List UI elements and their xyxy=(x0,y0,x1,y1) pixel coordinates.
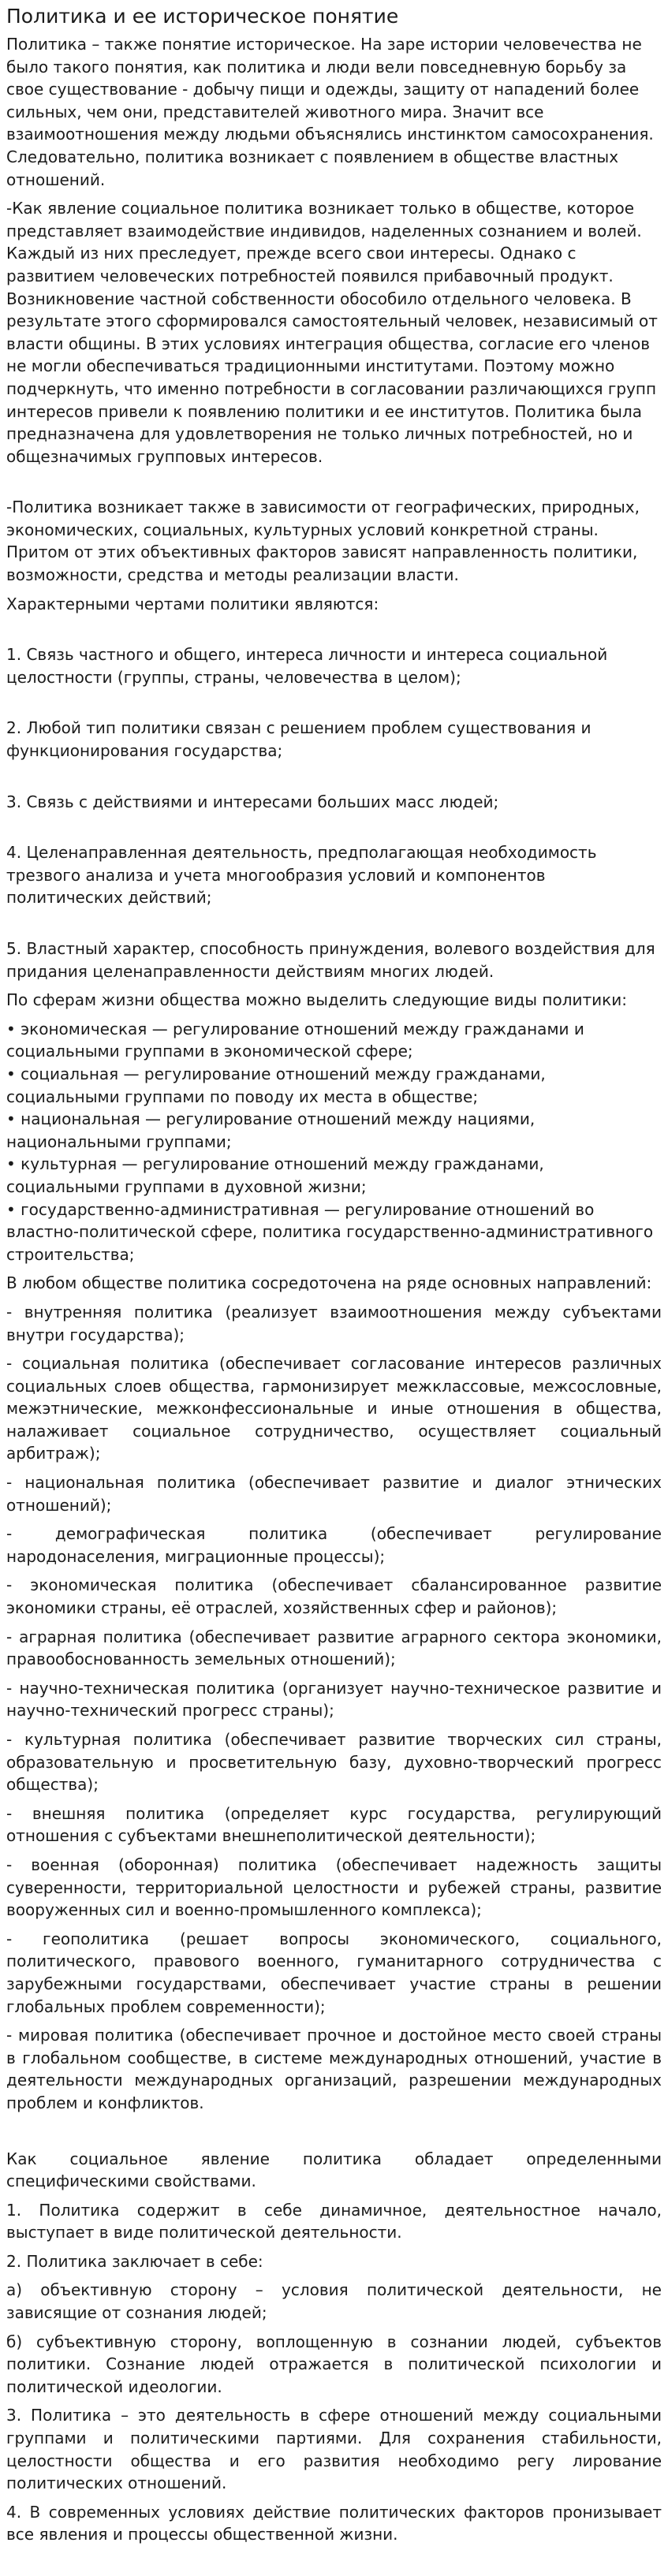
sphere-item: • культурная — регулирование отношений между гражданами, социальными группами в духовной жизни; xyxy=(6,1154,544,1196)
intro-paragraph: Политика – также понятие историческое. На заре истории человечества не было такого понятия, как политика и люди вели повседневную борьбу за свое существование - добычу пищи и одежды, защиту от нападений более сильных, чем они, представителей животного мира. Значит все взаимоотношения между людьми объяснялись инстинктом самосохранения. Следовательно, политика возникает с появлением в обществе властных отношений. xyxy=(6,35,654,189)
direction-item: - экономическая политика (обеспечивает сбалансированное развитие экономики страны, её отраслей, хозяйственных сфер и районов); xyxy=(6,1575,662,1618)
feature-item: 4. Целенаправленная деятельность, предполагающая необходимость трезвого анализа и учета многообразия условий и компонентов политических действий; xyxy=(6,843,597,908)
direction-item: - демографическая политика (обеспечивает регулирование народонаселения, миграционные процессы); xyxy=(6,1524,662,1566)
direction-item: - культурная политика (обеспечивает развитие творческих сил страны, образовательную и просветительную базу, духовно-творческий прогресс общества); xyxy=(6,1730,662,1795)
spacer xyxy=(6,915,662,938)
direction-item: - аграрная политика (обеспечивает развитие аграрного сектора экономики, правообоснованность земельных отношений); xyxy=(6,1627,662,1669)
spheres-heading: По сферам жизни общества можно выделить следующие виды политики: xyxy=(6,990,627,1010)
direction-item: - военная (оборонная) политика (обеспечивает надежность защиты суверенности, территориальной целостности и рубежей страны, развитие вооруженных сил и военно-промышленного комплекса); xyxy=(6,1855,662,1920)
property-item: 2. Политика заключает в себе: xyxy=(6,2251,263,2271)
property-item: а) объективную сторону – условия политической деятельности, не зависящие от сознания людей; xyxy=(6,2280,662,2323)
property-item: б) субъективную сторону, воплощенную в сознании людей, субъектов политики. Сознание людей отражается в политической психологии и политической идеологии. xyxy=(6,2332,662,2396)
feature-item: 5. Властный характер, способность принуждения, волевого воздействия для придания целенаправленности действиям многих людей. xyxy=(6,939,655,981)
property-item: 3. Политика – это деятельность в сфере отношений между социальными группами и политическими партиями. Для сохранения стабильности, целостности общества и его развития необходимо регу лирование политических отношений. xyxy=(6,2406,662,2493)
feature-item: 2. Любой тип политики связан с решением проблем существования и функционирования государства; xyxy=(6,718,591,761)
feature-item: 1. Связь частного и общего, интереса личности и интереса социальной целостности (группы, страны, человечества в целом); xyxy=(6,645,608,687)
direction-item: - внутренняя политика (реализует взаимоотношения между субъектами внутри государства); xyxy=(6,1302,662,1344)
page-title: Политика и ее историческое понятие xyxy=(6,5,399,28)
spacer xyxy=(6,474,662,496)
feature-item: 3. Связь с действиями и интересами больших масс людей; xyxy=(6,792,499,811)
direction-item: - национальная политика (обеспечивает развитие и диалог этнических отношений); xyxy=(6,1473,662,1515)
property-item: 1. Политика содержит в себе динамичное, деятельностное начало, выступает в виде политической деятельности. xyxy=(6,2200,662,2242)
dependence-paragraph: -Политика возникает также в зависимости от географических, природных, экономических, социальных, культурных условий конкретной страны. Притом от этих объективных факторов зависят направленность политики, возможности, средства и методы реализации власти. xyxy=(6,498,640,585)
spacer xyxy=(6,2121,662,2148)
direction-item: - внешняя политика (определяет курс государства, регулирующий отношения с субъектами внешнеполитической деятельности); xyxy=(6,1803,662,1846)
features-heading: Характерными чертами политики являются: xyxy=(6,594,379,613)
social-phenomenon-paragraph: -Как явление социальное политика возникает только в обществе, которое представляет взаимодействие индивидов, наделенных сознанием и волей. Каждый из них преследует, прежде всего свои интересы. Однако с развитием человеческих потребностей появился прибавочный продукт. Возникновение частной собственности обособило отдельного человека. В результате этого сформировался самостоятельный человек, независимый от власти общины. В этих условиях интеграция общества, согласие его членов не могли обеспечиваться традиционными институтами. Поэтому можно подчеркнуть, что именно потребности в согласовании различающихся групп интересов привели к появлению политики и ее институтов. Политика была предназначена для удовлетворения не только личных потребностей, но и общезначимых групповых интересов. xyxy=(6,199,658,466)
sphere-item: • национальная — регулирование отношений между нациями, национальными группами; xyxy=(6,1109,536,1151)
spheres-list xyxy=(6,1018,662,1266)
properties-heading: Как социальное явление политика обладает определенными специфическими свойствами. xyxy=(6,2149,662,2191)
directions-heading: В любом обществе политика сосредоточена на ряде основных направлений: xyxy=(6,1273,652,1293)
direction-item: - мировая политика (обеспечивает прочное и достойное место своей страны в глобальном сообществе, в системе международных отношений, участие в деятельности международных организаций, разрешении международных проблем и конфликтов. xyxy=(6,2026,662,2112)
sphere-item: • социальная — регулирование отношений между гражданами, социальными группами по поводу их места в обществе; xyxy=(6,1064,546,1106)
property-item: 4. В современных условиях действие политических факторов пронизывает все явления и процессы общественной жизни. xyxy=(6,2502,662,2544)
spacer xyxy=(6,695,662,717)
spacer xyxy=(6,769,662,791)
sphere-item: • государственно-административная — регулирование отношений во властно-политической сфере, политика государственно-административного строительства; xyxy=(6,1199,654,1264)
spacer xyxy=(6,819,662,841)
spacer xyxy=(6,621,662,643)
direction-item: - геополитика (решает вопросы экономического, социального, политического, правового военного, гуманитарного сотрудничества с зарубежными государствами, обеспечивает участие страны в решении глобальных проблем современности); xyxy=(6,1929,662,2016)
direction-item: - научно-техническая политика (организует научно-техническое развитие и научно-технический прогресс страны); xyxy=(6,1678,662,1720)
direction-item: - социальная политика (обеспечивает согласование интересов различных социальных слоев общества, гармонизирует межклассовые, межсословные, межэтнические, межконфессиональные и иные отношения в общества, налаживает социальное сотрудничество, осуществляет социальный арбитраж); xyxy=(6,1354,662,1463)
sphere-item: • экономическая — регулирование отношений между гражданами и социальными группами в экономической сфере; xyxy=(6,1019,584,1061)
